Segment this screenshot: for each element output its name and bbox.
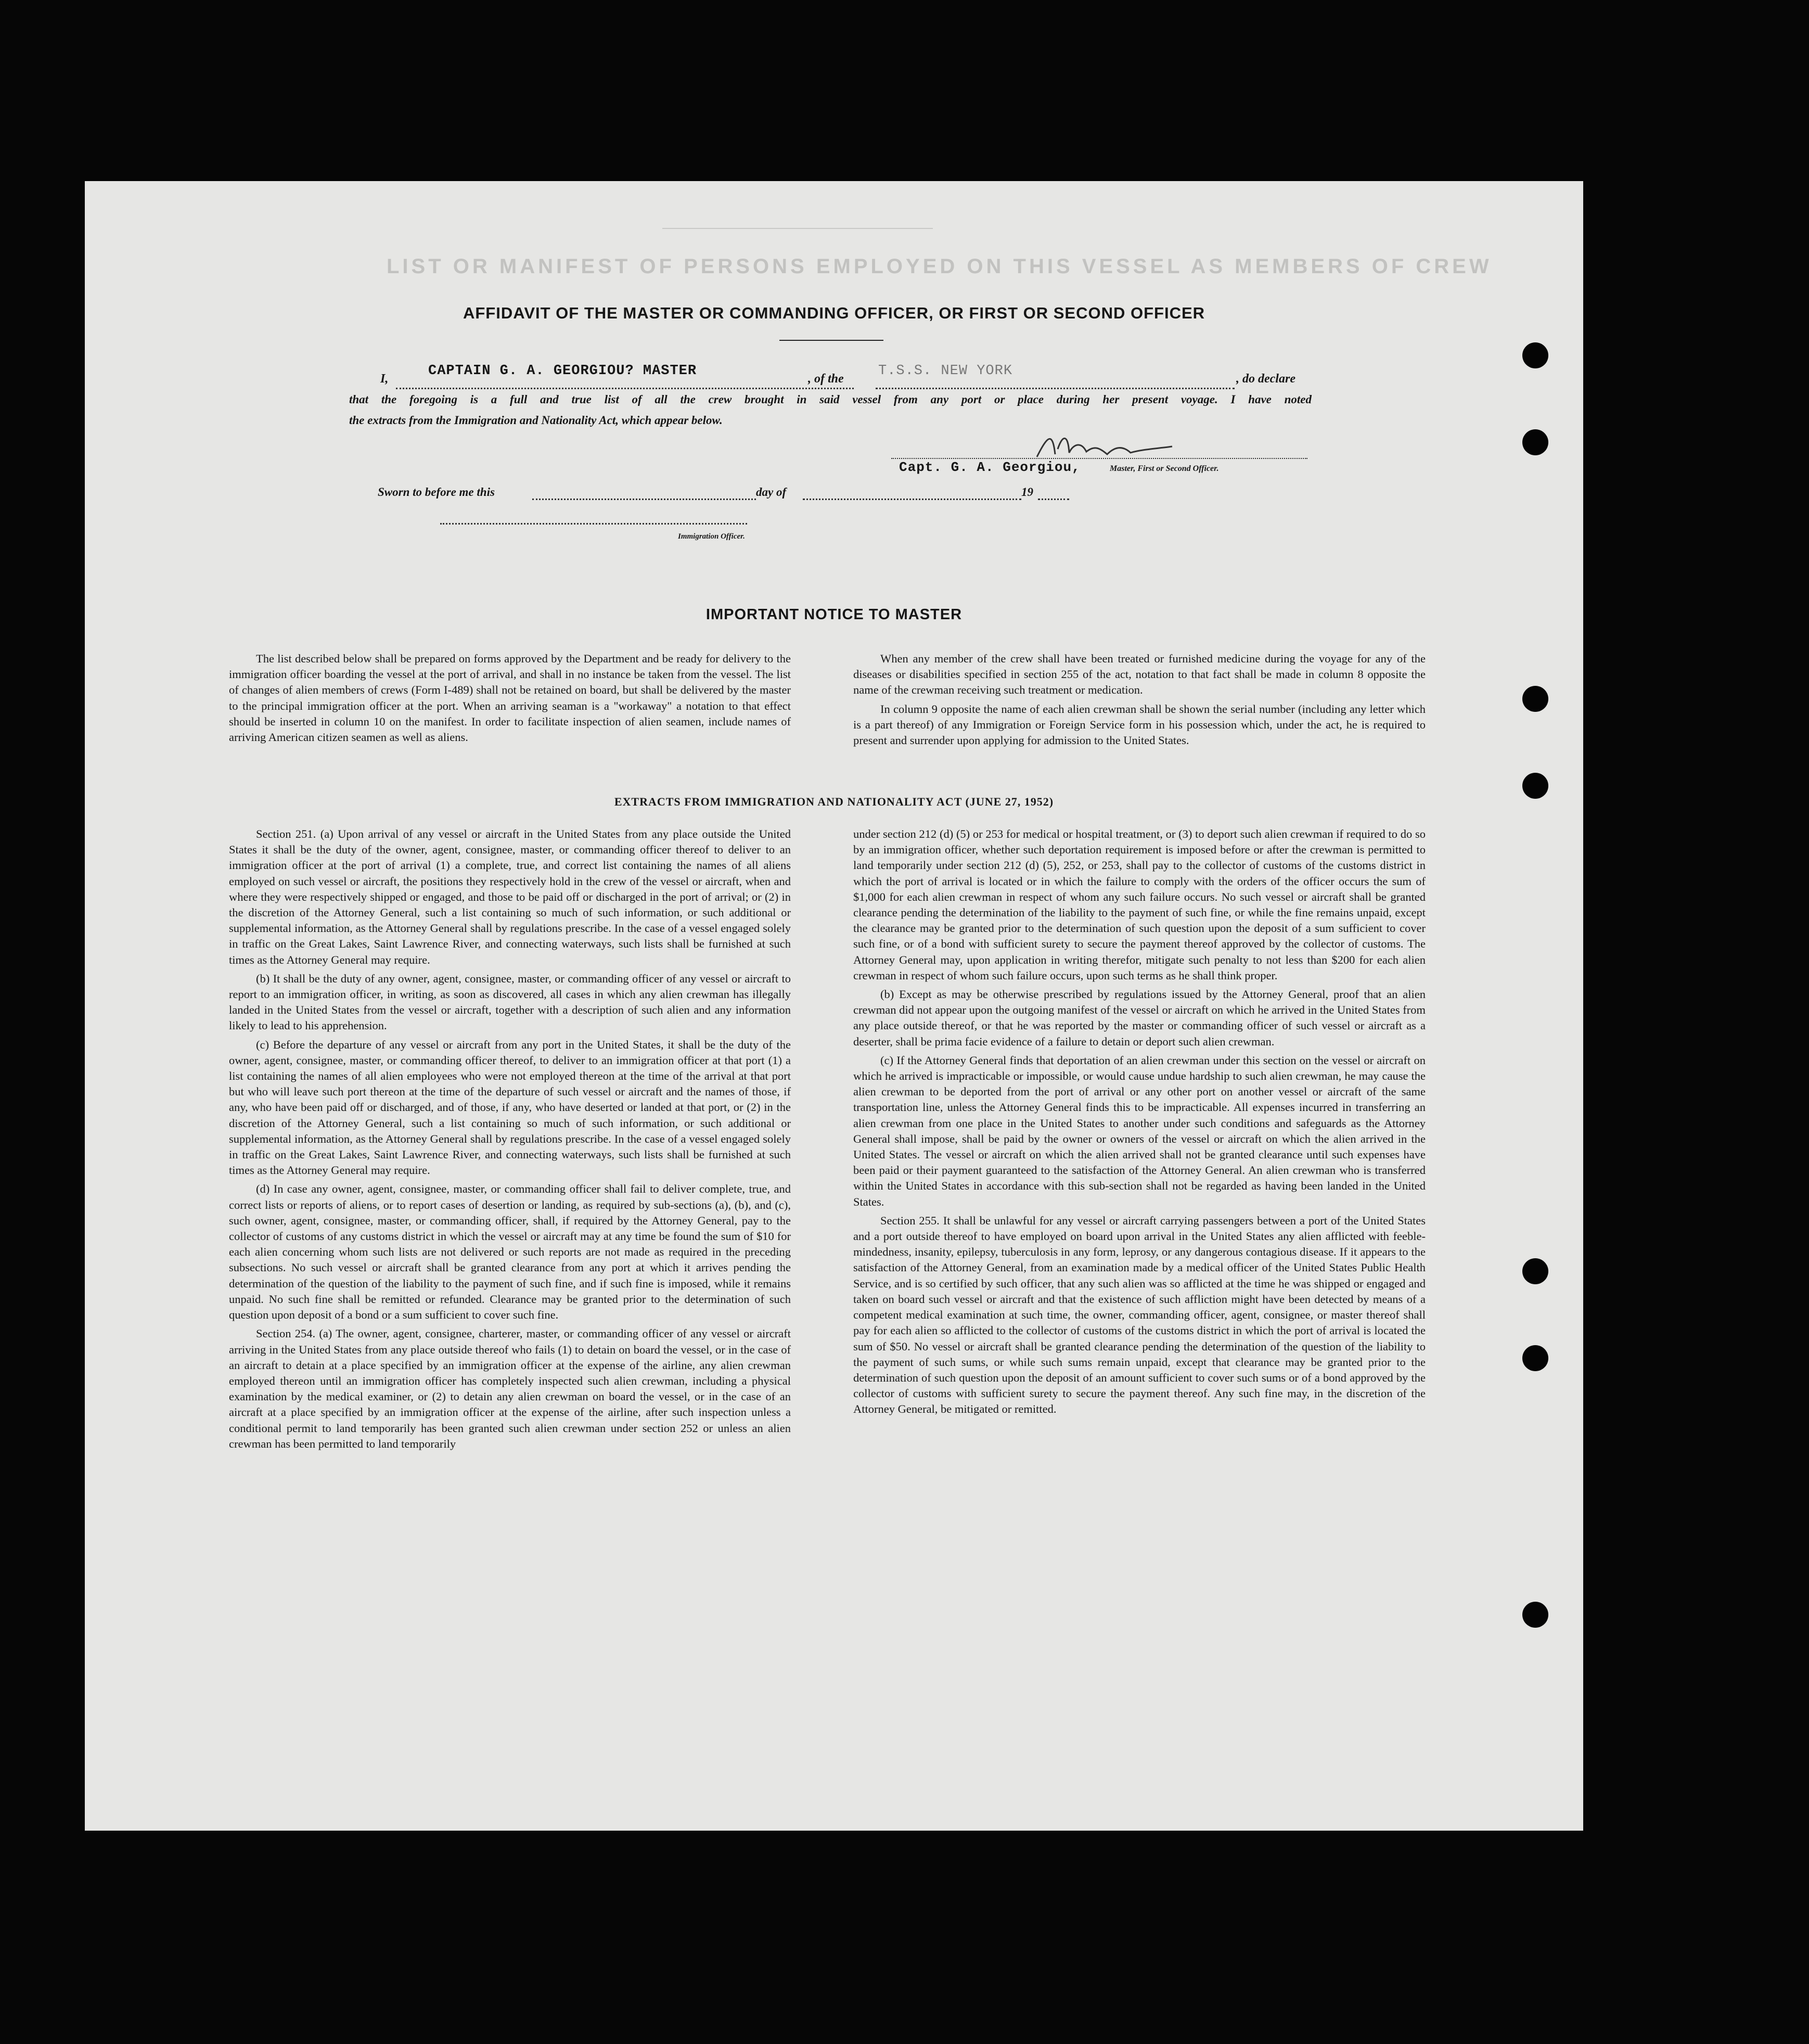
extracts-right-column	[853, 826, 1426, 1417]
notice-title: IMPORTANT NOTICE TO MASTER	[705, 606, 963, 623]
extract-paragraph: Section 251. (a) Upon arrival of any vessel or aircraft in the United States from any place outside the United States it shall be the duty of the owner, agent, consignee, master, or commanding officer thereof to deliver to an immigration officer at the port of arrival (1) a complete, true, and correct list containing the names of all aliens employed on such vessel or aircraft, the positions they respectively hold in the crew of the vessel or aircraft, when and where they were respectively shipped or engaged, and those to be paid off or discharged in the port of arrival; or (2) in the discretion of the Attorney General, such a list containing so much of such information, or such additional or supplemental information, as the Attorney General shall by regulations prescribe. In the case of a vessel engaged solely in traffic on the Great Lakes, Saint Lawrence River, and connecting waterways, such lists shall be furnished at such times as the Attorney General may require.	[229, 827, 791, 966]
extracts-title: EXTRACTS FROM IMMIGRATION AND NATIONALITY ACT (JUNE 27, 1952)	[614, 795, 1054, 808]
extract-paragraph: under section 212 (d) (5) or 253 for medical or hospital treatment, or (3) to deport such alien crewman if required to do so by an immigration officer, whether such deportation requirement is imposed before or after the crewman is permitted to land temporarily under section 212 (d) (5), 252, or 253, shall pay to the collector of customs of the customs district in which the port of arrival is located or in which the failure to comply with the orders of the officer occurs the sum of $1,000 for each alien crewman in respect of whom any such failure occurs. No such vessel or aircraft shall be granted clearance pending the determination of the liability to the payment of such fine, or while the fine remains unpaid, except the clearance may be granted prior to the determination of such question upon the deposit of a sum sufficient to cover such fine, or of a bond with sufficient surety to secure the payment thereof approved by the collector of customs. The Attorney General may, upon application in writing therefor, mitigate such penalty to not less than $200 for each alien crewman in respect of whom such failure occurs, upon such terms as he shall think proper.	[853, 827, 1426, 982]
officer-role-label: Master, First or Second Officer.	[1110, 464, 1219, 473]
extract-paragraph: (b) It shall be the duty of any owner, agent, consignee, master, or commanding officer of any vessel or aircraft to report to an immigration officer, in writing, as soon as discovered, all cases in which any alien crewman has illegally landed in the United States from the vessel or aircraft, together with a description of such alien and any information likely to lead to his apprehension.	[229, 972, 791, 1032]
extract-paragraph: (d) In case any owner, agent, consignee, master, or commanding officer shall fail to deliver complete, true, and correct lists or reports of aliens, or to report cases of desertion or landing, as required by sub-sections (a), (b), and (c), such owner, agent, consignee, master, or commanding officer, shall, if required by the Attorney General, pay to the collector of customs of any customs district in which the vessel or aircraft may at any time be found the sum of $10 for each alien concerning whom such lists are not delivered or such reports are not made as required in the preceding subsections. No such vessel or aircraft shall be granted clearance from any port at which it arrives pending the determination of the question of the liability to the payment of such fine, and if such fine is imposed, while it remains unpaid. No such fine shall be remitted or refunded. Clearance may be granted prior to the determination of such question upon deposit of a bond or a sum sufficient to cover such fine.	[229, 1182, 791, 1322]
immigration-officer-label: Immigration Officer.	[678, 532, 745, 541]
punch-hole	[1522, 342, 1548, 368]
declaration-line-1: that the foregoing is a full and true list of all the crew brought in said vessel from any port or place during her present voyage. I have noted	[349, 393, 1312, 406]
extract-paragraph: (c) Before the departure of any vessel or aircraft from any port in the United States, it shall be the duty of the owner, agent, consignee, master, or commanding officer thereof, to deliver to an immigration officer at that port (1) a list containing the names of all alien employees who were not employed thereon at the time of the arrival at that port but who will leave such port thereon at the time of the departure of such vessel or aircraft and the names of those, if any, who have been paid off or discharged, and of those, if any, who have deserted or landed at that port, or (2) in the discretion of the Attorney General, such a list containing so much of such information, or such additional or supplemental information, as the Attorney General shall by regulations prescribe. In the case of a vessel engaged solely in traffic on the Great Lakes, Saint Lawrence River, and connecting waterways, such lists shall be furnished at such times as the Attorney General may require.	[229, 1038, 791, 1177]
extract-paragraph: Section 255. It shall be unlawful for any vessel or aircraft carrying passengers between a port of the United States and a port outside thereof to have employed on board upon arrival in the United States any alien afflicted with feeble-mindedness, insanity, epilepsy, tuberculosis in any form, leprosy, or any dangerous contagious disease. If it appears to the satisfaction of the Attorney General, from an examination made by a medical officer of the United States Public Health Service, and is so certified by such officer, that any such alien was so afflicted at the time he was shipped or engaged and taken on board such vessel or aircraft and that the existence of such affliction might have been detected by means of a competent medical examination at such time, the owner, commanding officer, agent, consignee, or master thereof shall pay for each alien so afflicted to the collector of customs of the customs district in which the port of arrival is located the sum of $50. No vessel or aircraft shall be granted clearance pending the determination of the question of the liability to the payment of such sums, or while such sums remain unpaid, except that clearance may be granted prior to the determination of such question upon the deposit of an amount sufficient to cover such sums or of a bond approved by the collector of customs with sufficient surety to secure the payment thereof. Any such fine may, in the discretion of the Attorney General, be mitigated or remitted.	[853, 1213, 1426, 1416]
notice-right-column	[853, 651, 1426, 748]
extracts-left-column	[229, 826, 791, 1452]
extract-paragraph: (b) Except as may be otherwise prescribed by regulations issued by the Attorney General, proof that an alien crewman did not appear upon the outgoing manifest of the vessel or aircraft on which he arrived in the United States from any place outside thereof, or that he was reported by the master or commanding officer of such vessel or aircraft as a deserter, shall be prima facie evidence of a failure to detain or deport such alien crewman.	[853, 988, 1426, 1048]
notice-paragraph: When any member of the crew shall have been treated or furnished medicine during the voyage for any of the diseases or disabilities specified in section 255 of the act, notation to that fact shall be made in column 8 opposite the name of the crewman receiving such treatment or medication.	[853, 652, 1426, 697]
sworn-day-line	[532, 489, 756, 500]
year-line	[1038, 489, 1069, 500]
bleed-through-rule	[662, 228, 933, 229]
master-name: CAPTAIN G. A. GEORGIOU? MASTER	[428, 363, 697, 379]
notice-paragraph: The list described below shall be prepared on forms approved by the Department and be ready for delivery to the immigration officer boarding the vessel at the port of arrival, and shall in no instance be taken from the vessel. The list of changes of alien members of crews (Form I-489) shall not be retained on board, but shall be delivered by the master to the principal immigration officer at the port. When an arriving seaman is a "workaway" a notation to that effect should be inserted in column 10 on the manifest. In order to facilitate inspection of alien seamen, include names of arriving American citizen seamen as well as aliens.	[229, 652, 791, 744]
year-label: 19	[1021, 486, 1033, 499]
sworn-month-line	[803, 489, 1021, 500]
immigration-officer-line	[440, 521, 747, 525]
master-signature-typed: Capt. G. A. Georgiou,	[899, 459, 1081, 475]
punch-hole	[1522, 1258, 1548, 1284]
declaration-line-2: the extracts from the Immigration and Nationality Act, which appear below.	[349, 414, 723, 427]
punch-hole	[1522, 686, 1548, 712]
signature-line	[891, 456, 1307, 459]
punch-hole	[1522, 1345, 1548, 1371]
notice-paragraph: In column 9 opposite the name of each alien crewman shall be shown the serial number (including any letter which is a part thereof) of any Immigration or Foreign Service form in his possession which, under the act, he is required to present and surrender upon applying for admission to the United States.	[853, 702, 1426, 747]
extract-paragraph: Section 254. (a) The owner, agent, consignee, charterer, master, or commanding officer of any vessel or aircraft arriving in the United States from any place outside thereof who fails (1) to detain on board the vessel, or in the case of an aircraft to detain at a place specified by an immigration officer at the expense of the airline, any alien crewman employed thereon until an immigration officer has completely inspected such alien crewman, including a physical examination by the medical examiner, or (2) to detain any alien crewman on board the vessel, or in the case of an aircraft at a place specified by an immigration officer at the expense of the airline, after such inspection unless a conditional permit to land temporarily has been granted such alien crewman under section 252 or unless an alien crewman has been permitted to land temporarily	[229, 1327, 791, 1450]
bleed-through-heading: LIST OR MANIFEST OF PERSONS EMPLOYED ON THIS VESSEL AS MEMBERS OF CREW	[387, 255, 1492, 278]
notice-left-column	[229, 651, 791, 745]
affidavit-title: AFFIDAVIT OF THE MASTER OR COMMANDING OFFICER, OR FIRST OR SECOND OFFICER	[463, 304, 1205, 322]
declarant-prefix: I,	[380, 372, 389, 386]
punch-hole	[1522, 429, 1548, 455]
extract-paragraph: (c) If the Attorney General finds that deportation of an alien crewman under this section on the vessel or aircraft on which he arrived is impracticable or impossible, or would cause undue hardship to such alien crewman, he may cause the alien crewman to be deported from the port of arrival or any other port on another vessel or aircraft of the same transportation line, unless the Attorney General finds this to be impracticable. All expenses incurred in transferring an alien crewman from one place in the United States to another under such conditions and safeguards as the Attorney General shall impose, shall be paid by the owner or owners of the vessel or aircraft on which the alien arrived in the United States. The vessel or aircraft on which the alien arrived shall not be granted clearance until such expenses have been paid or their payment guaranteed to the satisfaction of the Attorney General. An alien crewman who is transferred within the United States in accordance with this sub-section shall not be regarded as having been landed in the United States.	[853, 1053, 1426, 1208]
vessel-name: T.S.S. NEW YORK	[878, 363, 1013, 379]
day-of-label: day of	[756, 486, 787, 499]
sworn-label: Sworn to before me this	[378, 486, 495, 499]
punch-hole	[1522, 1602, 1548, 1628]
do-declare-label: , do declare	[1236, 372, 1295, 386]
title-underline	[779, 340, 883, 341]
document-page	[85, 181, 1583, 1831]
of-the-label: , of the	[808, 372, 844, 386]
